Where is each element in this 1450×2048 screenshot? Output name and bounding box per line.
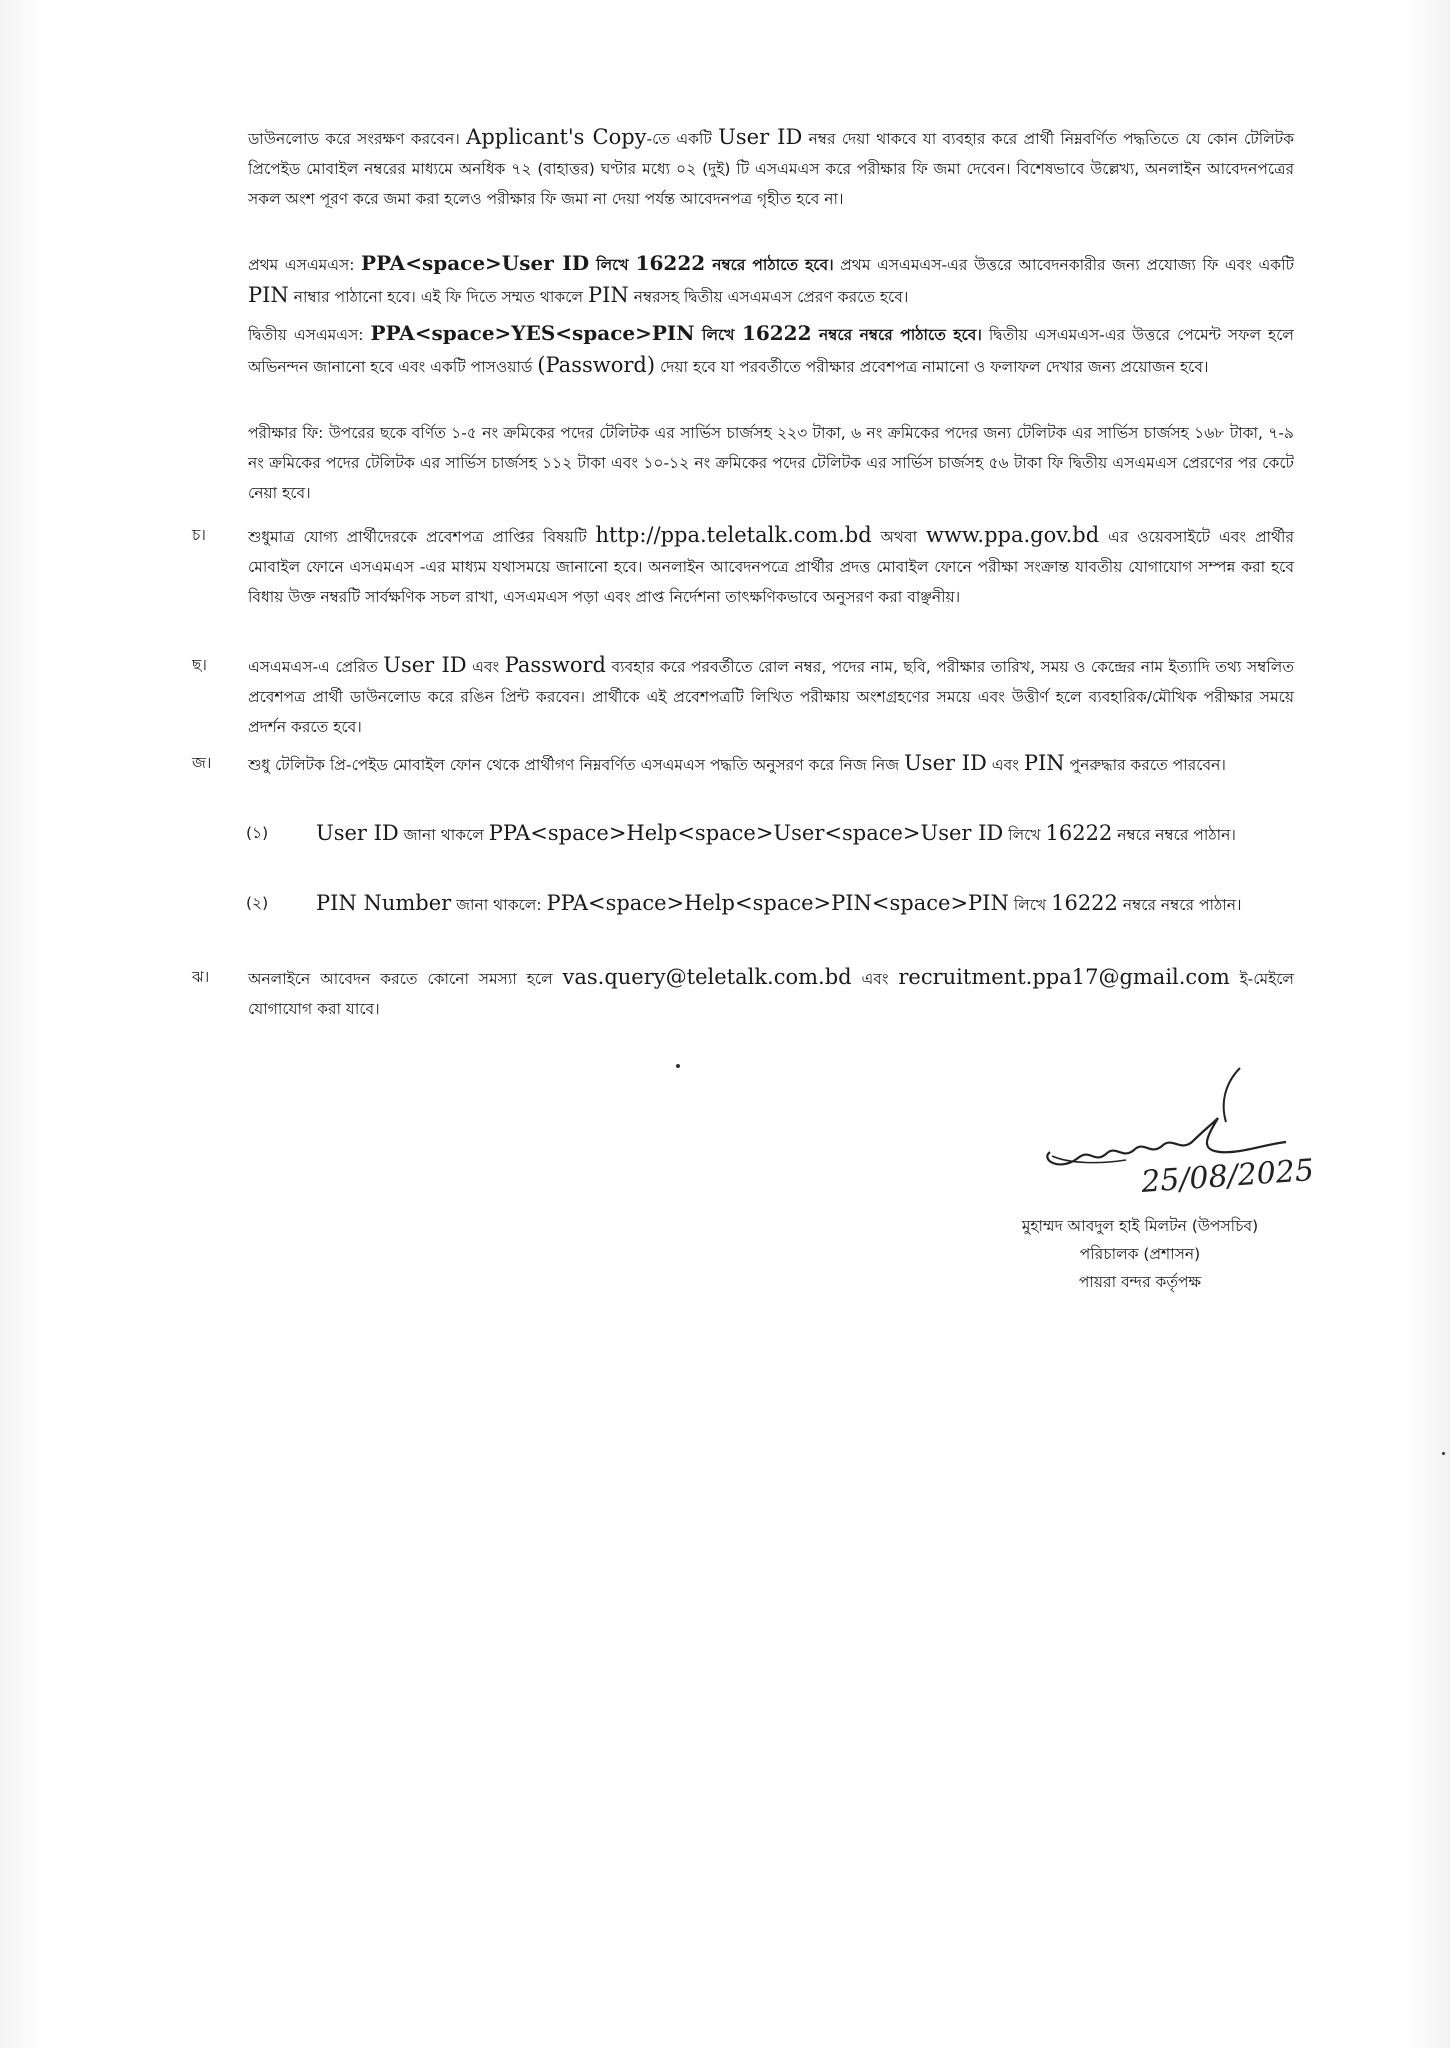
continuation-paragraph bbox=[248, 122, 1294, 214]
sms-number: 16222 bbox=[635, 251, 706, 275]
text: Password bbox=[504, 653, 607, 677]
text: পুনরুদ্ধার করতে পারবেন। bbox=[1064, 756, 1226, 774]
text: PIN Number bbox=[316, 891, 452, 915]
text: লিখে bbox=[1008, 896, 1052, 914]
item-chha bbox=[192, 650, 1294, 742]
text: Applicant's Copy bbox=[466, 125, 647, 149]
sub-item-2 bbox=[246, 888, 1294, 920]
signatory-name: মুহাম্মদ আবদুল হাই মিলটন (উপসচিব) bbox=[1021, 1217, 1259, 1235]
text: PIN bbox=[1023, 751, 1065, 775]
text: দ্বিতীয় এসএমএস: bbox=[248, 326, 371, 344]
text: শুধু টেলিটক প্রি-পেইড মোবাইল ফোন থেকে প্রার্থীগণ নিম্নবর্ণিত এসএমএস পদ্ধতি অনুসরণ করে নিজ নিজ bbox=[248, 756, 905, 774]
text: PIN bbox=[248, 283, 289, 307]
handwritten-signature bbox=[1030, 1060, 1360, 1210]
text: PIN bbox=[587, 283, 629, 307]
text: নম্বরে পাঠাতে হবে। bbox=[705, 256, 834, 274]
email-link[interactable]: recruitment.ppa17@gmail.com bbox=[898, 965, 1230, 989]
sub-item-marker: (২) bbox=[246, 894, 269, 912]
text: লিখে bbox=[1003, 826, 1046, 844]
text: প্রথম এসএমএস: bbox=[248, 256, 362, 274]
item-jha bbox=[192, 962, 1294, 1024]
second-sms-paragraph bbox=[248, 318, 1294, 382]
text: নম্বরে নম্বরে পাঠান। bbox=[1112, 826, 1236, 844]
sms-number: 16222 bbox=[1045, 821, 1113, 845]
text: User ID bbox=[718, 125, 803, 149]
text: এবং bbox=[851, 970, 899, 988]
text: নম্বর দেয়া থাকবে যা ব্যবহার করে প্রার্থী নিম্নবর্ণিত পদ্ধতিতে যে কোন টেলিটক প্রিপেইড মোবাইল নম্বরের মাধ্যমে অনধিক ৭২ (বাহাত্তর) ঘণ্টার মধ্যে ০২ (দুই) টি এসএমএস করে পরীক্ষার ফি জমা দেবেন। বিশেষভাবে উল্লেখ্য, অনলাইন আবেদনপত্রের সকল অংশ পূরণ করে জমা করা হলেও পরীক্ষার ফি জমা না দেয়া পর্যন্ত আবেদনপত্র গৃহীত হবে না। bbox=[248, 130, 1294, 208]
text: প্রথম এসএমএস-এর উত্তরে আবেদনকারীর জন্য প্রযোজ্য ফি এবং একটি bbox=[833, 256, 1295, 274]
website-link[interactable]: http://ppa.teletalk.com.bd bbox=[595, 523, 872, 547]
item-marker: চ। bbox=[192, 526, 206, 544]
sms-format: PPA<space>Help<space>User<space>User ID bbox=[488, 821, 1004, 845]
text: User ID bbox=[904, 751, 987, 775]
text: নম্বরসহ দ্বিতীয় এসএমএস প্রেরণ করতে হবে। bbox=[628, 288, 909, 306]
text: অনলাইনে আবেদন করতে কোনো সমস্যা হলে bbox=[248, 970, 563, 988]
signatory-office: পায়রা বন্দর কর্তৃপক্ষ bbox=[1078, 1273, 1202, 1291]
signature-drawing bbox=[1030, 1060, 1360, 1210]
item-marker: ঝ। bbox=[192, 968, 210, 986]
first-sms-paragraph bbox=[248, 248, 1294, 312]
sms-format: PPA<space>YES<space>PIN bbox=[370, 321, 695, 345]
sub-item-marker: (১) bbox=[246, 824, 269, 842]
signature-date: 25/08/2025 bbox=[1140, 1153, 1316, 1200]
text: অথবা bbox=[871, 528, 926, 546]
text: ই-মেইলে যোগাযোগ করা যাবে। bbox=[248, 970, 1294, 1018]
text: এর ওয়েবসাইটে এবং প্রার্থীর মোবাইল ফোনে এসএমএস -এর মাধ্যম যথাসময়ে জানানো হবে। অনলাইন আবেদনপত্রে প্রার্থীর প্রদত্ত মোবাইল ফোনে পরীক্ষা সংক্রান্ত যাবতীয় যোগাযোগ সম্পন্ন করা হবে বিধায় উক্ত নম্বরটি সার্বক্ষণিক সচল রাখা, এসএমএস পড়া এবং প্রাপ্ত নির্দেশনা তাৎক্ষণিকভাবে অনুসরণ করা বাঞ্ছনীয়। bbox=[248, 528, 1295, 606]
text: দ্বিতীয় এসএমএস-এর উত্তরে পেমেন্ট সফল হলে অভিনন্দন জানানো হবে এবং একটি পাসওয়ার্ড bbox=[248, 326, 1294, 376]
email-link[interactable]: vas.query@teletalk.com.bd bbox=[562, 965, 852, 989]
item-cha bbox=[192, 520, 1294, 612]
ink-dot bbox=[676, 1064, 680, 1068]
website-link[interactable]: www.ppa.gov.bd bbox=[925, 523, 1100, 547]
sms-number: 16222 bbox=[1051, 891, 1118, 915]
scan-speck bbox=[1442, 1452, 1445, 1455]
item-ja bbox=[192, 748, 1294, 780]
item-marker: জ। bbox=[192, 754, 212, 772]
text: নম্বরে নম্বরে পাঠান। bbox=[1117, 896, 1242, 914]
text: ডাউনলোড করে সংরক্ষণ করবেন। bbox=[248, 130, 467, 148]
text: পরীক্ষার ফি: উপরের ছকে বর্ণিত ১-৫ নং ক্রমিকের পদের টেলিটক এর সার্ভিস চার্জসহ ২২৩ টাকা, ৬ নং ক্রমিকের পদের জন্য টেলিটক এর সার্ভিস চার্জসহ ১৬৮ টাকা, ৭-৯ নং ক্রমিকের পদের টেলিটক এর সার্ভিস চার্জসহ ১১২ টাকা এবং ১০-১২ নং ক্রমিকের পদের টেলিটক এর সার্ভিস চার্জসহ ৫৬ টাকা ফি দ্বিতীয় এসএমএস প্রেরণের পর কেটে নেয়া হবে। bbox=[248, 424, 1294, 502]
text: শুধুমাত্র যোগ্য প্রার্থীদেরকে প্রবেশপত্র প্রাপ্তির বিষয়টি bbox=[248, 528, 596, 546]
signatory-block bbox=[960, 1212, 1320, 1296]
text: নম্বরে নম্বরে পাঠাতে হবে। bbox=[811, 326, 982, 344]
text: জানা থাকলে bbox=[398, 826, 489, 844]
text: দেয়া হবে যা পরবর্তীতে পরীক্ষার প্রবেশপত্র নামানো ও ফলাফল দেখার জন্য প্রয়োজন হবে। bbox=[655, 358, 1209, 376]
text: এবং bbox=[986, 756, 1024, 774]
text: লিখে bbox=[589, 256, 636, 274]
text: ব্যবহার করে পরবর্তীতে রোল নম্বর, পদের নাম, ছবি, পরীক্ষার তারিখ, সময় ও কেন্দ্রের নাম ইত্যাদি তথ্য সম্বলিত প্রবেশপত্র প্রার্থী ডাউনলোড করে রঙিন প্রিন্ট করবেন। প্রার্থীকে এই প্রবেশপত্রটি লিখিত পরীক্ষায় অংশগ্রহণের সময়ে এবং উত্তীর্ণ হলে ব্যবহারিক/মৌখিক পরীক্ষার সময়ে প্রদর্শন করতে হবে। bbox=[248, 658, 1294, 736]
text: User ID bbox=[383, 653, 467, 677]
exam-fee-paragraph bbox=[248, 418, 1294, 508]
text: লিখে bbox=[694, 326, 742, 344]
sms-number: 16222 bbox=[741, 321, 812, 345]
text: এসএমএস-এ প্রেরিত bbox=[248, 658, 384, 676]
sms-format: PPA<space>User ID bbox=[361, 251, 590, 275]
text: নাম্বার পাঠানো হবে। এই ফি দিতে সম্মত থাকলে bbox=[288, 288, 588, 306]
signatory-designation: পরিচালক (প্রশাসন) bbox=[1079, 1245, 1201, 1263]
text: জানা থাকলে: bbox=[451, 896, 547, 914]
text: (Password) bbox=[537, 353, 656, 377]
text: User ID bbox=[316, 821, 399, 845]
text: এবং bbox=[466, 658, 505, 676]
sms-format: PPA<space>Help<space>PIN<space>PIN bbox=[546, 891, 1009, 915]
item-marker: ছ। bbox=[192, 656, 207, 674]
text: -তে একটি bbox=[646, 130, 719, 148]
sub-item-1 bbox=[246, 818, 1294, 850]
